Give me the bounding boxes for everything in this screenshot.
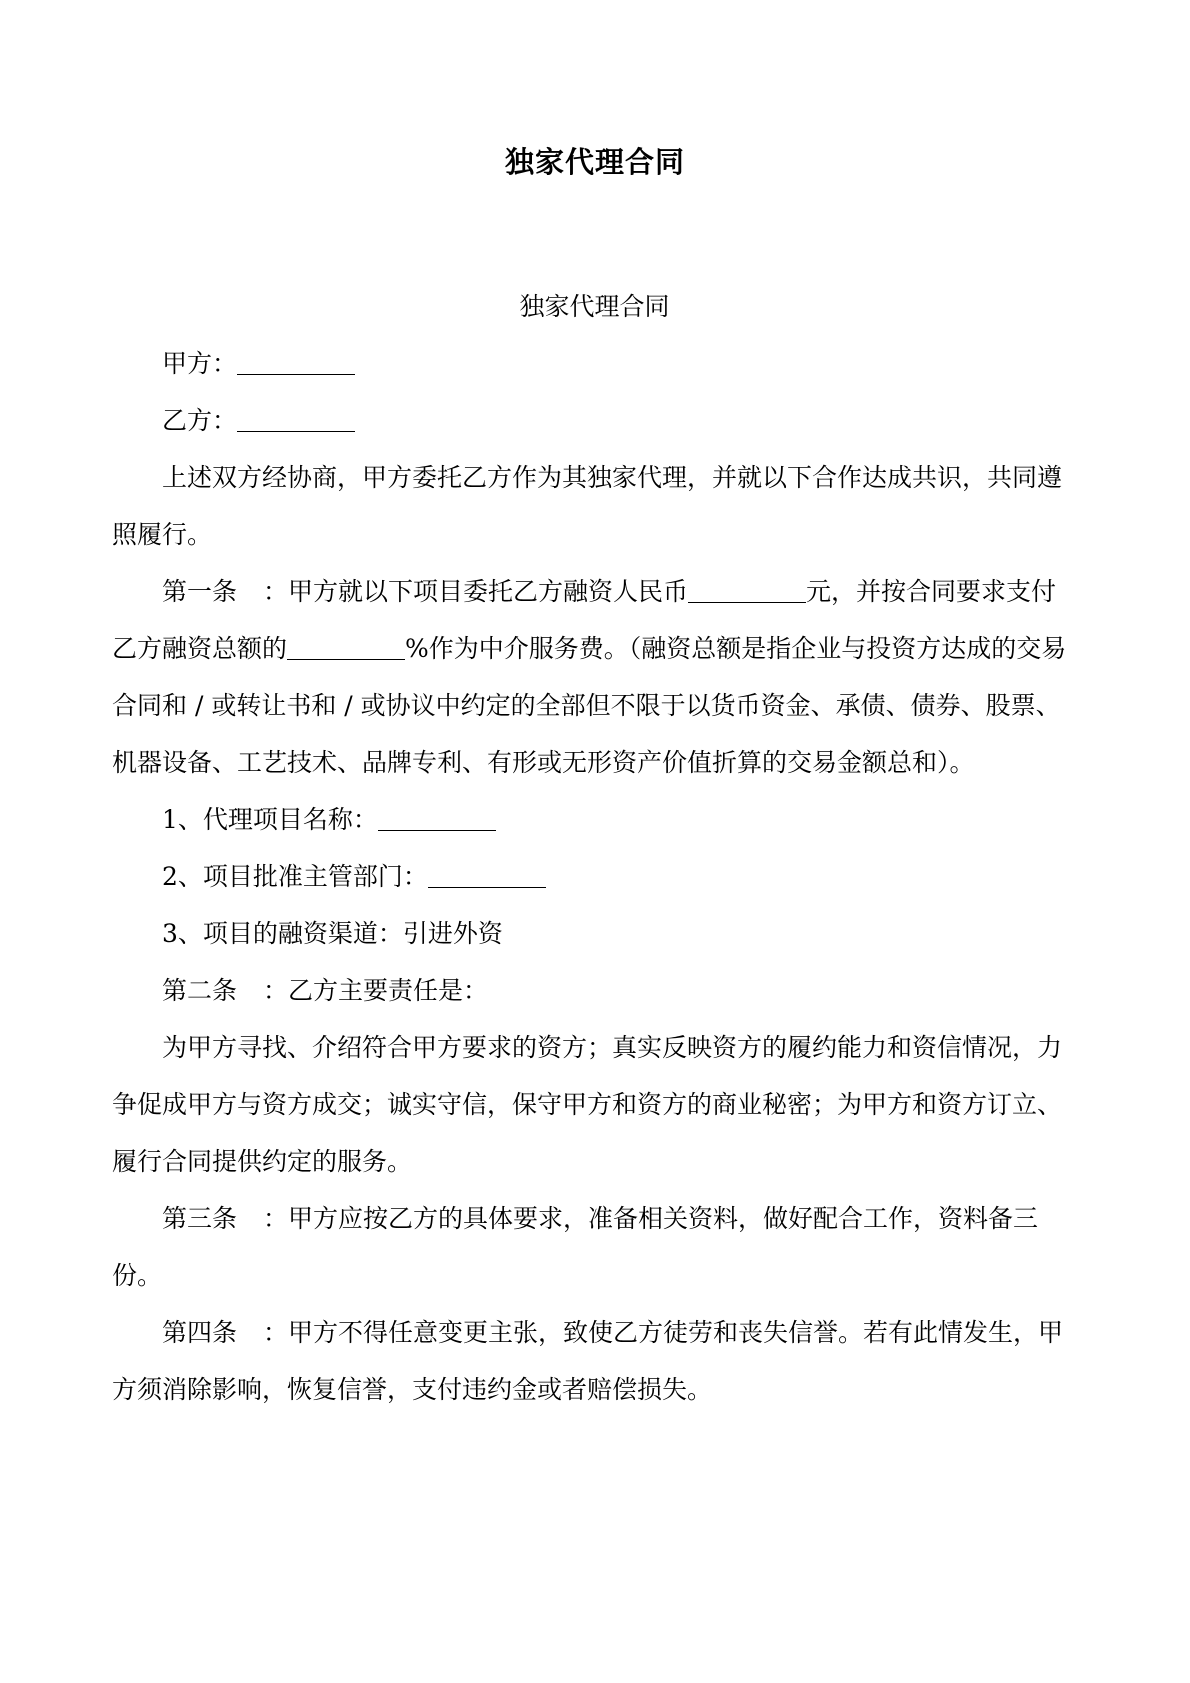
- party-a-line: [112, 335, 1077, 392]
- intro-paragraph: 上述双方经协商，甲方委托乙方作为其独家代理，并就以下合作达成共识，共同遵照履行。: [112, 463, 1063, 549]
- contract-body: [112, 278, 1077, 1418]
- article-1: [112, 563, 1077, 791]
- item-financing-channel: [112, 905, 1077, 962]
- party-a-label: 甲方：: [162, 349, 238, 378]
- article-4-text: ：甲方不得任意变更主张，致使乙方徒劳和丧失信誉。若有此情发生，甲方须消除影响，恢复信誉，支付违约金或者赔偿损失。: [112, 1318, 1064, 1404]
- article-4-label: 第四条: [162, 1318, 238, 1347]
- article-2: [112, 962, 1077, 1019]
- party-b-blank: [237, 407, 355, 432]
- article-1-text-b: 元，并按合同要求支付乙方融资总额的: [112, 577, 1057, 663]
- article-3-label: 第三条: [162, 1204, 238, 1233]
- item-project-name: [112, 791, 1077, 848]
- project-name-blank: [378, 806, 496, 831]
- party-b-label: 乙方：: [162, 406, 238, 435]
- article-1-text-c: %作为中介服务费。（融资总额是指企业与投资方达成的交易合同和 / 或转让书和 / 或协议中约定的全部但不限于以货币资金、承债、债券、股票、机器设备、工艺技术、品牌专利、有形或无形资产价值折算的交易金额总和）。: [112, 634, 1067, 777]
- article-3-text: ：甲方应按乙方的具体要求，准备相关资料，做好配合工作，资料备三份。: [112, 1204, 1039, 1290]
- item-2-text: 2、项目批准主管部门：: [162, 862, 428, 891]
- approval-dept-blank: [428, 863, 546, 888]
- party-b-line: [112, 392, 1077, 449]
- article-4: [112, 1304, 1077, 1418]
- article-1-text-a: ：甲方就以下项目委托乙方融资人民币: [263, 577, 689, 606]
- article-2-detail: 为甲方寻找、介绍符合甲方要求的资方；真实反映资方的履约能力和资信情况，力争促成甲方与资方成交；诚实守信，保守甲方和资方的商业秘密；为甲方和资方订立、履行合同提供约定的服务。: [112, 1033, 1063, 1176]
- item-3-text: 3、项目的融资渠道：引进外资: [162, 919, 503, 948]
- party-a-blank: [237, 350, 355, 375]
- document-title: 独家代理合同: [504, 145, 685, 179]
- item-1-text: 1、代理项目名称：: [162, 805, 378, 834]
- article-1-label: 第一条: [162, 577, 238, 606]
- percent-blank: [287, 635, 405, 660]
- item-approval-dept: [112, 848, 1077, 905]
- amount-blank: [688, 578, 806, 603]
- article-2-label: 第二条: [162, 976, 238, 1005]
- article-2-text: ：乙方主要责任是：: [263, 976, 489, 1005]
- contract-subtitle: 独家代理合同: [519, 292, 670, 321]
- article-3: [112, 1190, 1077, 1304]
